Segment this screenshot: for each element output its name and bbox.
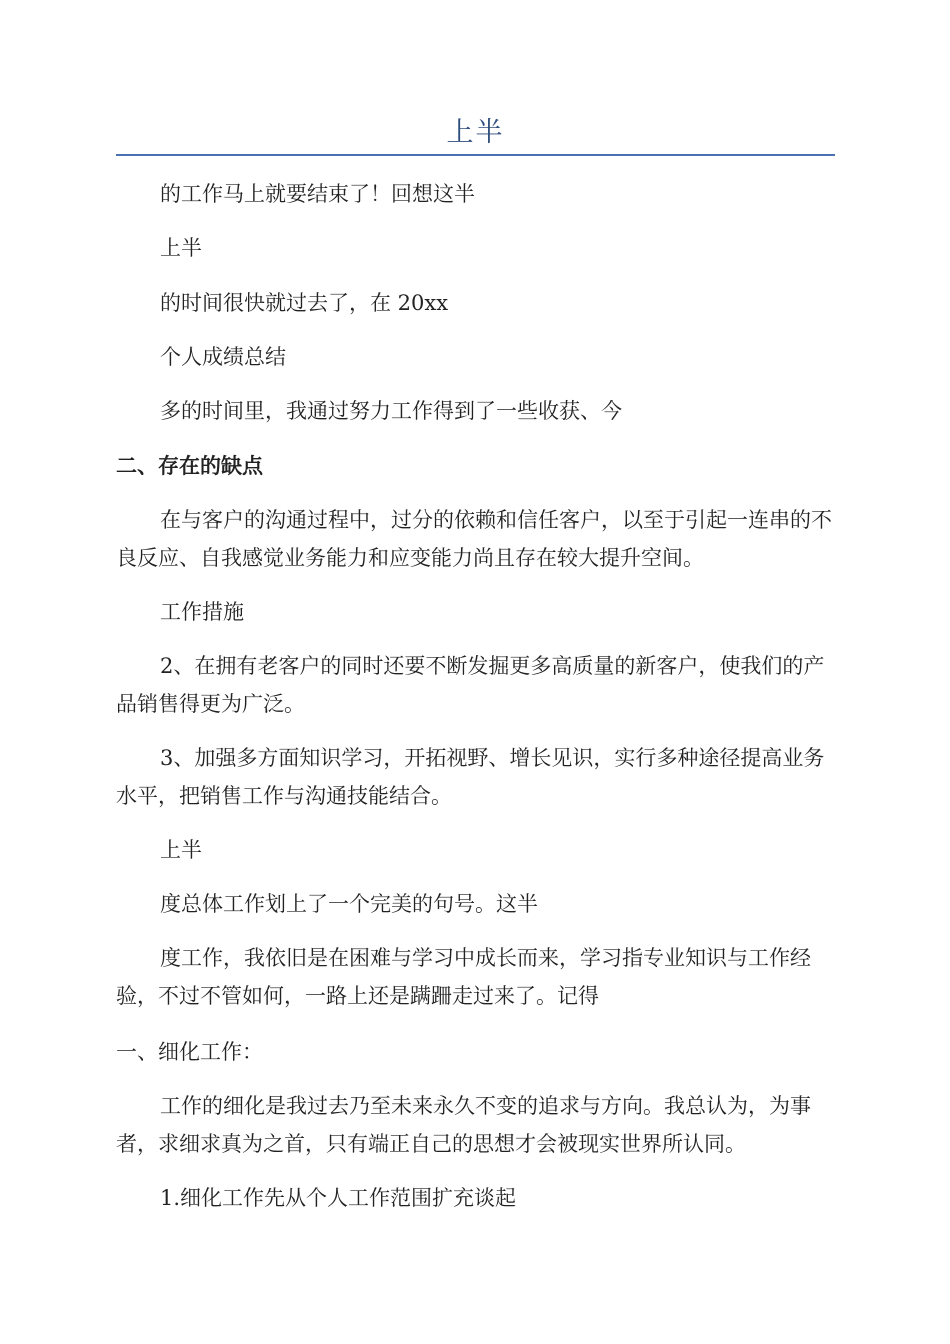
section-heading-refine-work: 一、细化工作：: [116, 1040, 263, 1064]
paragraph-10: 3、加强多方面知识学习，开拓视野、增长见识，实行多种途径提高业务水平，把销售工作与沟通技能结合。: [116, 746, 825, 808]
paragraph-work-measures: 工作措施: [160, 600, 244, 624]
paragraph-5: 多的时间里，我通过努力工作得到了一些收获、今: [160, 399, 622, 423]
paragraph-3: 的时间很快就过去了，在 20xx: [160, 291, 449, 315]
paragraph-7: 在与客户的沟通过程中，过分的依赖和信任客户，以至于引起一连串的不良反应、自我感觉业务能力和应变能力尚且存在较大提升空间。: [116, 508, 832, 570]
paragraph-4: 个人成绩总结: [160, 345, 286, 369]
paragraph-15: 工作的细化是我过去乃至未来永久不变的追求与方向。我总认为，为事者，求细求真为之首，只有端正自己的思想才会被现实世界所认同。: [116, 1094, 811, 1156]
paragraph-12: 度总体工作划上了一个完美的句号。这半: [160, 892, 538, 916]
section-heading-shortcomings: 二、存在的缺点: [116, 453, 263, 478]
paragraph-2: 上半: [160, 236, 202, 260]
paragraph-11: 上半: [160, 838, 202, 862]
paragraph-16: 1.细化工作先从个人工作范围扩充谈起: [160, 1186, 517, 1210]
paragraph-13: 度工作，我依旧是在困难与学习中成长而来，学习指专业知识与工作经验，不过不管如何，一路上还是蹒跚走过来了。记得: [116, 946, 811, 1008]
title-underline: [116, 154, 835, 156]
paragraph-9: 2、在拥有老客户的同时还要不断发掘更多高质量的新客户，使我们的产品销售得更为广泛。: [116, 654, 825, 716]
document-title: 上半: [446, 117, 505, 148]
paragraph-1: 的工作马上就要结束了！回想这半: [160, 182, 475, 206]
